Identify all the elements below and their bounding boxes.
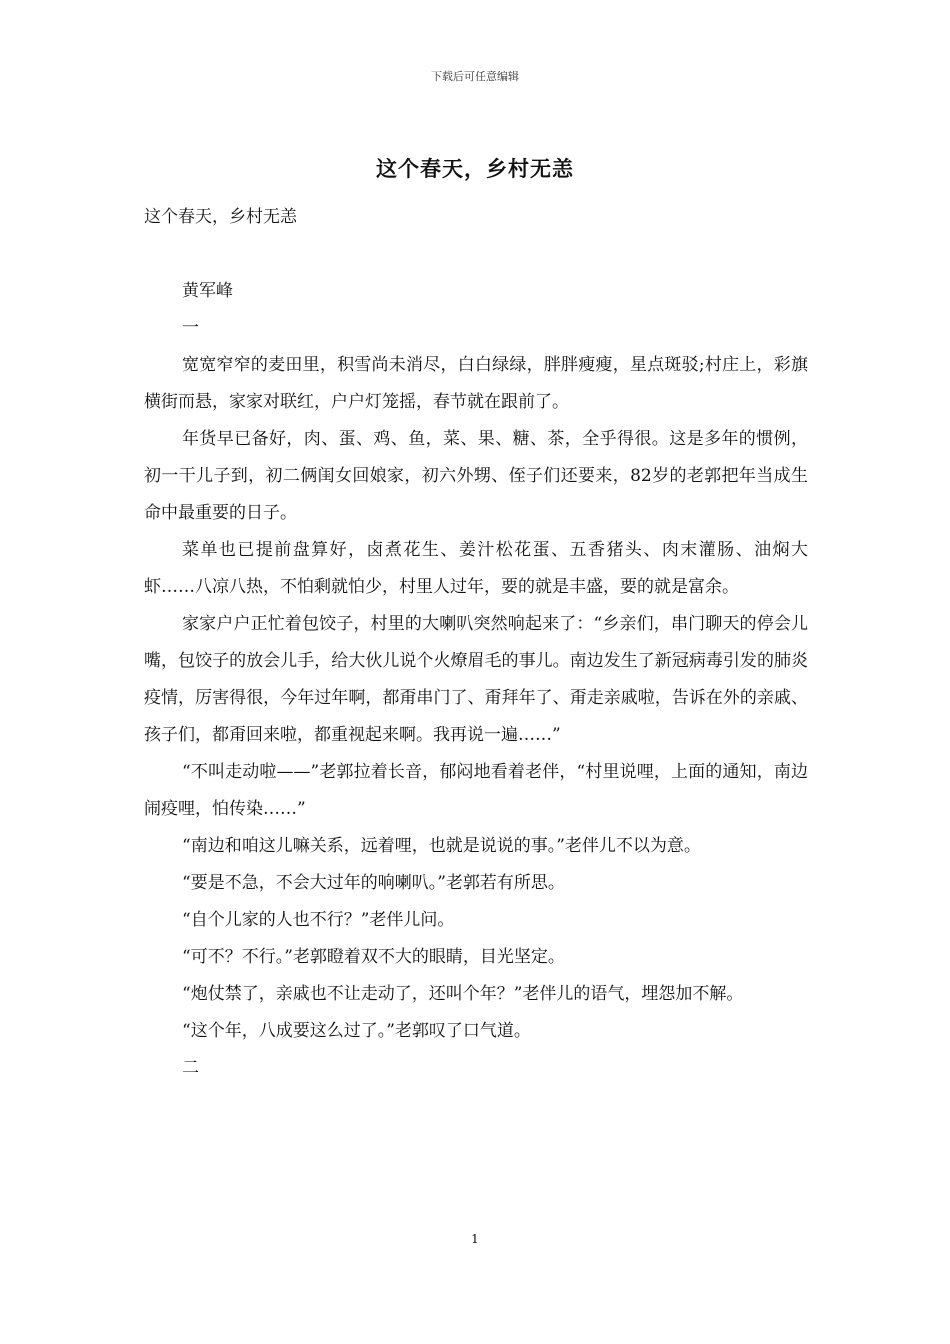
paragraph: “炮仗禁了，亲戚也不让走动了，还叫个年？”老伴儿的语气，埋怨加不解。 (182, 984, 744, 1004)
paragraph: “这个年，八成要这么过了。”老郭叹了口气道。 (182, 1021, 531, 1041)
document-body (144, 199, 808, 1087)
paragraph: “可不？不行。”老郭瞪着双不大的眼睛，目光坚定。 (182, 947, 565, 967)
section-heading-one: 一 (182, 318, 199, 338)
paragraph: 年货早已备好，肉、蛋、鸡、鱼，菜、果、糖、茶，全乎得很。这是多年的惯例，初一干儿子到，初二俩闺女回娘家，初六外甥、侄子们还要来，82岁的老郭把年当成生命中最重要的日子。 (144, 429, 808, 523)
paragraph: “南边和咱这儿嘛关系，远着哩，也就是说说的事。”老伴儿不以为意。 (182, 836, 701, 856)
section-heading-two: 二 (182, 1058, 199, 1078)
paragraph: “要是不急，不会大过年的响喇叭。”老郭若有所思。 (182, 873, 565, 893)
blank-line (144, 236, 808, 273)
paragraph: 家家户户正忙着包饺子，村里的大喇叭突然响起来了：“乡亲们，串门聊天的停会儿嘴，包饺子的放会儿手，给大伙儿说个火燎眉毛的事儿。南边发生了新冠病毒引发的肺炎疫情，厉害得很，今年过年啊，都甭串门了、甭拜年了、甭走亲戚啦，告诉在外的亲戚、孩子们，都甭回来啦，都重视起来啊。我再说一遍……” (144, 614, 808, 745)
paragraph: 菜单也已提前盘算好，卤煮花生、姜汁松花蛋、五香猪头、肉末灌肠、油焖大虾……八凉八热，不怕剩就怕少，村里人过年，要的就是丰盛，要的就是富余。 (144, 540, 808, 597)
page-number: 1 (471, 1232, 479, 1246)
paragraph: “自个儿家的人也不行？”老伴儿问。 (182, 910, 455, 930)
author-name: 黄军峰 (182, 281, 233, 301)
paragraph: “不叫走动啦——”老郭拉着长音，郁闷地看着老伴，“村里说哩，上面的通知，南边闹疫哩，怕传染……” (144, 762, 808, 819)
paragraph: 宽宽窄窄的麦田里，积雪尚未消尽，白白绿绿，胖胖瘦瘦，星点斑驳;村庄上，彩旗横街而悬，家家对联红，户户灯笼摇，春节就在跟前了。 (144, 355, 808, 412)
page-header-note: 下载后可任意编辑 (431, 70, 519, 83)
document-title: 这个春天，乡村无恙 (376, 156, 574, 181)
subtitle: 这个春天，乡村无恙 (144, 207, 297, 227)
